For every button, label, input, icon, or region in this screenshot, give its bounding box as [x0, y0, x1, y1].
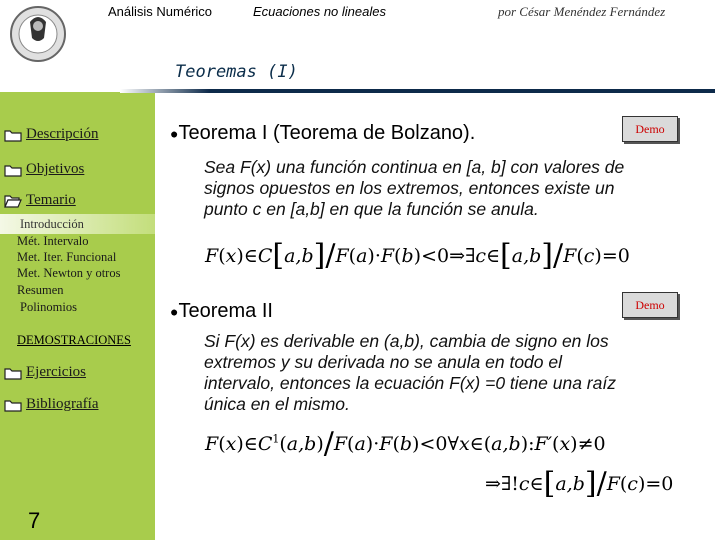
author: por César Menéndez Fernández [498, 4, 666, 19]
sidebar-item-label: Bibliografía [26, 396, 99, 412]
university-logo-icon [8, 4, 68, 64]
demo-button-1[interactable]: Demo [622, 116, 678, 142]
sidebar-item-label: Objetivos [26, 161, 85, 177]
theorem2-text [204, 331, 616, 415]
folder-icon [4, 128, 22, 142]
text-line: punto c en [a,b] en que la función se anula. [204, 199, 539, 219]
subitem-polinomios[interactable]: Polinomios [20, 300, 77, 314]
sidebar-item-descripcion[interactable] [4, 126, 98, 143]
theorem2-heading [170, 300, 273, 323]
topic-title: Ecuaciones no lineales [253, 4, 386, 19]
theorem1-heading [170, 122, 475, 145]
page-title: Teoremas (I) [175, 62, 298, 82]
page-number: 7 [28, 508, 41, 533]
subitem-met-intervalo[interactable]: Mét. Intervalo [17, 234, 89, 248]
subitem-resumen[interactable]: Resumen [17, 283, 64, 297]
text-line: extremos y su derivada no se anula en todo el [204, 352, 562, 372]
folder-icon [4, 366, 22, 380]
sidebar-item-label: Temario [26, 192, 76, 208]
theorem1-text [204, 157, 624, 220]
text-line: Sea F(x) una función continua en [a, b] con valores de [204, 157, 625, 177]
subitem-met-newton[interactable]: Met. Newton y otros [17, 266, 121, 280]
title-underline [120, 89, 715, 93]
subitem-met-iter-funcional[interactable]: Met. Iter. Funcional [17, 250, 117, 264]
folder-icon [4, 163, 22, 177]
sidebar-item-label: Descripción [26, 126, 99, 142]
theorem2-title: Teorema II [178, 300, 273, 322]
sidebar-item-ejercicios[interactable] [4, 364, 86, 381]
sidebar-item-bibliografia[interactable] [4, 396, 98, 413]
text-line: signos opuestos en los extremos, entonces existe un [204, 178, 615, 198]
course-title: Análisis Numérico [108, 4, 213, 19]
folder-icon [4, 398, 22, 412]
text-line: Si F(x) es derivable en (a,b), cambia de signo en los [204, 331, 609, 351]
sidebar-item-temario[interactable] [4, 192, 76, 209]
text-line: única en el mismo. [204, 394, 350, 414]
theorem1-formula: F(x)∈C[a,b]/F(a)·F(b)<0⇒∃c∈[a,b]/F(c)=0 [205, 238, 630, 273]
theorem2-formula-line2: ⇒∃!c∈[a,b]/F(c)=0 [485, 466, 674, 501]
open-folder-icon [4, 194, 22, 208]
sidebar-item-objetivos[interactable] [4, 161, 84, 178]
demostraciones-link[interactable]: DEMOSTRACIONES [17, 333, 131, 347]
sidebar-item-label: Ejercicios [26, 364, 86, 380]
theorem2-formula-line1: $F(x)\in C^1(a,b)/F(a)\cdot F(b)<0\forall x\in(a,b):F'(x)\ne 0$ [205, 426, 606, 461]
text-line: intervalo, entonces la ecuación F(x) =0 tiene una raíz [204, 373, 616, 393]
demo-button-2[interactable]: Demo [622, 292, 678, 318]
subitem-introduccion[interactable]: Introducción [20, 217, 84, 231]
bullet-icon: ● [170, 303, 179, 320]
sidebar [0, 92, 155, 540]
theorem1-title: Teorema I (Teorema de Bolzano). [178, 122, 476, 144]
bullet-icon: ● [170, 125, 179, 142]
